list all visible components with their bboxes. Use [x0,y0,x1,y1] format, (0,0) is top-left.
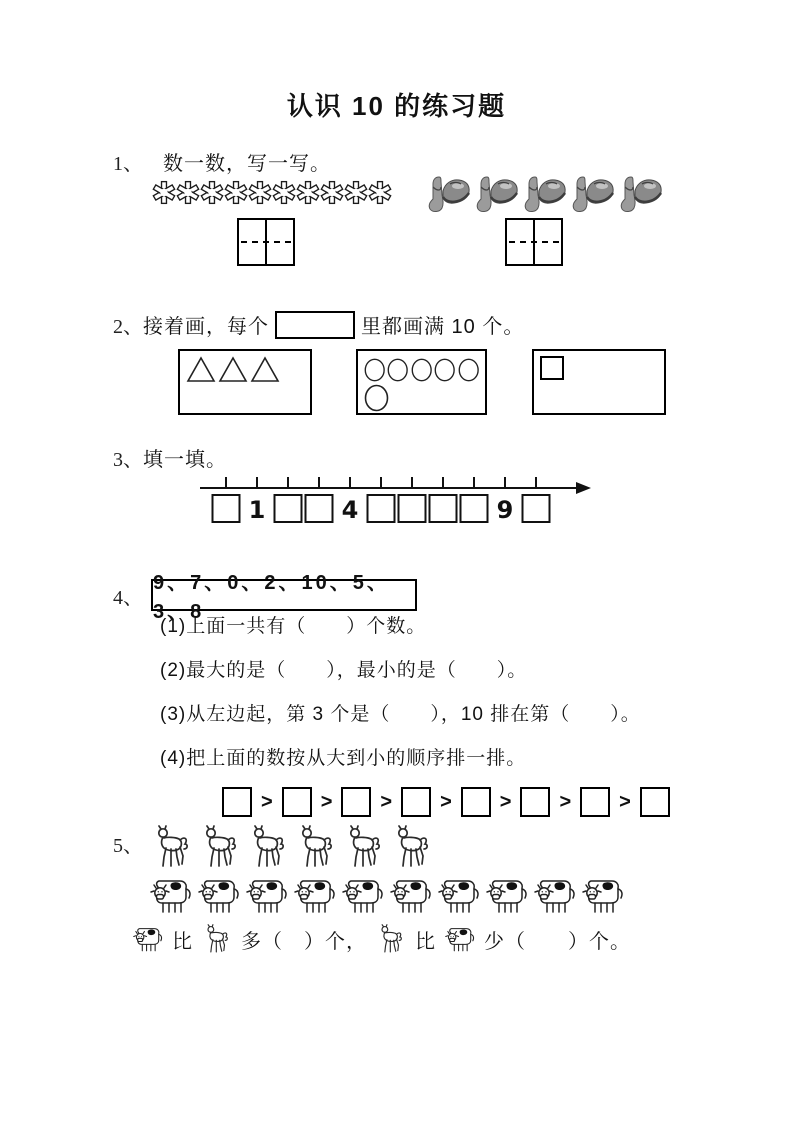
flower-asterisk-icon [176,178,200,207]
sort-answer-box [520,787,550,817]
greater-than-sign: > [380,790,393,813]
cow-icon [486,877,528,914]
q3-number: 3、 [113,449,143,471]
writing-box-flowers [237,218,295,266]
q1-number: 1、 [113,153,143,175]
flower-asterisk-icon [368,178,392,207]
circle-shape [387,356,408,384]
q4-item-4: (4)把上面的数按从大到小的顺序排一排。 [160,748,527,769]
sort-answer-box [640,787,670,817]
square-shape [540,356,564,380]
q1-objects-row [152,178,793,216]
q2-inline-blank-box [275,311,355,339]
pair-of-shoes-icon [569,170,616,216]
q2-draw-boxes-row [178,349,793,415]
flower-asterisk-icon [224,178,248,207]
pair-of-shoes-icon [473,170,520,216]
flower-asterisk-icon [152,178,176,207]
sort-answer-box [222,787,252,817]
cow-icon [438,877,480,914]
svg-text:1: 1 [248,496,266,524]
q1-answer-boxes-row [0,218,793,266]
numberline-wrap [198,474,793,533]
pair-of-shoes-icon [521,170,568,216]
cow-icon-slot [445,924,475,954]
cow-icon [582,877,624,914]
numberline [198,474,594,528]
horse-icon-slot [376,924,406,954]
flower-asterisk-icon [248,178,272,207]
q2-header [113,310,793,339]
horse-icon [295,825,337,869]
circle-shape [364,384,389,412]
writing-box-midline [509,241,559,243]
triangle-shape [218,356,248,383]
greater-than-sign: > [559,790,572,813]
draw-box-triangles [178,349,312,415]
horse-icon-slot [202,924,232,954]
shoes-group [425,170,664,216]
circle-shape [364,356,385,384]
compare-text-2: 多（ ）个， [241,930,367,953]
horse-icon [151,825,193,869]
writing-box-midline [241,241,291,243]
cow-icon [294,877,336,914]
q4-item-1: (1)上面一共有（ ）个数。 [160,616,427,637]
q4-header [113,572,793,623]
sort-answer-box [461,787,491,817]
horses-group [151,825,433,869]
flower-asterisk-icon [296,178,320,207]
flower-asterisk-icon [320,178,344,207]
sort-answer-box [580,787,610,817]
flower-asterisk-icon [200,178,224,207]
cow-icon [150,877,192,914]
circles-row-2 [364,384,479,412]
horse-icon [343,825,385,869]
compare-text-1: 比 [172,930,193,953]
writing-box-shoes [505,218,563,266]
q4-number: 4、 [113,586,143,609]
greater-than-sign: > [261,790,273,813]
cow-icon-slot [133,924,163,954]
cows-group [150,877,793,914]
greater-than-sign: > [320,790,333,813]
q3-prompt: 填一填。 [143,449,227,471]
circle-shape [411,356,432,384]
page-title: 认识 10 的练习题 [286,91,507,121]
circles-row-1 [364,356,479,384]
q4-numbers-box: 9、7、0、2、10、5、3、8 [151,579,417,611]
horse-icon [376,924,406,954]
cow-icon [198,877,240,914]
sort-answer-box [401,787,431,817]
flower-asterisk-icon [344,178,368,207]
q5-compare-sentence [133,924,793,954]
triangle-shape [186,356,216,383]
q3-header [113,443,793,472]
flower-asterisk-icon [272,178,296,207]
sort-row [222,787,793,817]
circle-shape [458,356,479,384]
triangles-row [186,356,304,383]
cow-icon [445,924,475,954]
q2-prompt-before: 接着画，每个 [143,316,269,338]
horse-icon [391,825,433,869]
cow-icon [534,877,576,914]
cow-icon [133,924,163,954]
sort-answer-box [282,787,312,817]
cow-icon [246,877,288,914]
greater-than-sign: > [619,790,631,813]
flowers-group [152,178,392,207]
horse-icon [199,825,241,869]
svg-text:9: 9 [496,496,514,524]
q2-number: 2、 [113,316,143,338]
q5-header [113,829,793,869]
svg-text:4: 4 [341,496,359,524]
circle-shape [434,356,455,384]
pair-of-shoes-icon [425,170,472,216]
q1-prompt: 数一数，写一写。 [163,153,331,175]
cow-icon [390,877,432,914]
cow-icon [342,877,384,914]
triangle-shape [250,356,280,383]
q4-item-2: (2)最大的是（ ），最小的是（ ）。 [160,660,528,681]
draw-box-squares [532,349,666,415]
pair-of-shoes-icon [617,170,664,216]
sort-answer-box [341,787,371,817]
compare-text-4: 少（ ）个。 [484,930,631,953]
horse-icon [247,825,289,869]
q2-prompt-after: 里都画满 10 个。 [361,316,525,338]
draw-box-circles [356,349,487,415]
horse-icon [202,924,232,954]
q5-number: 5、 [113,835,143,857]
greater-than-sign: > [499,790,512,813]
compare-text-3: 比 [415,930,436,953]
greater-than-sign: > [440,790,452,813]
q4-item-3: (3)从左边起，第 3 个是（ ），10 排在第（ ）。 [160,704,641,725]
